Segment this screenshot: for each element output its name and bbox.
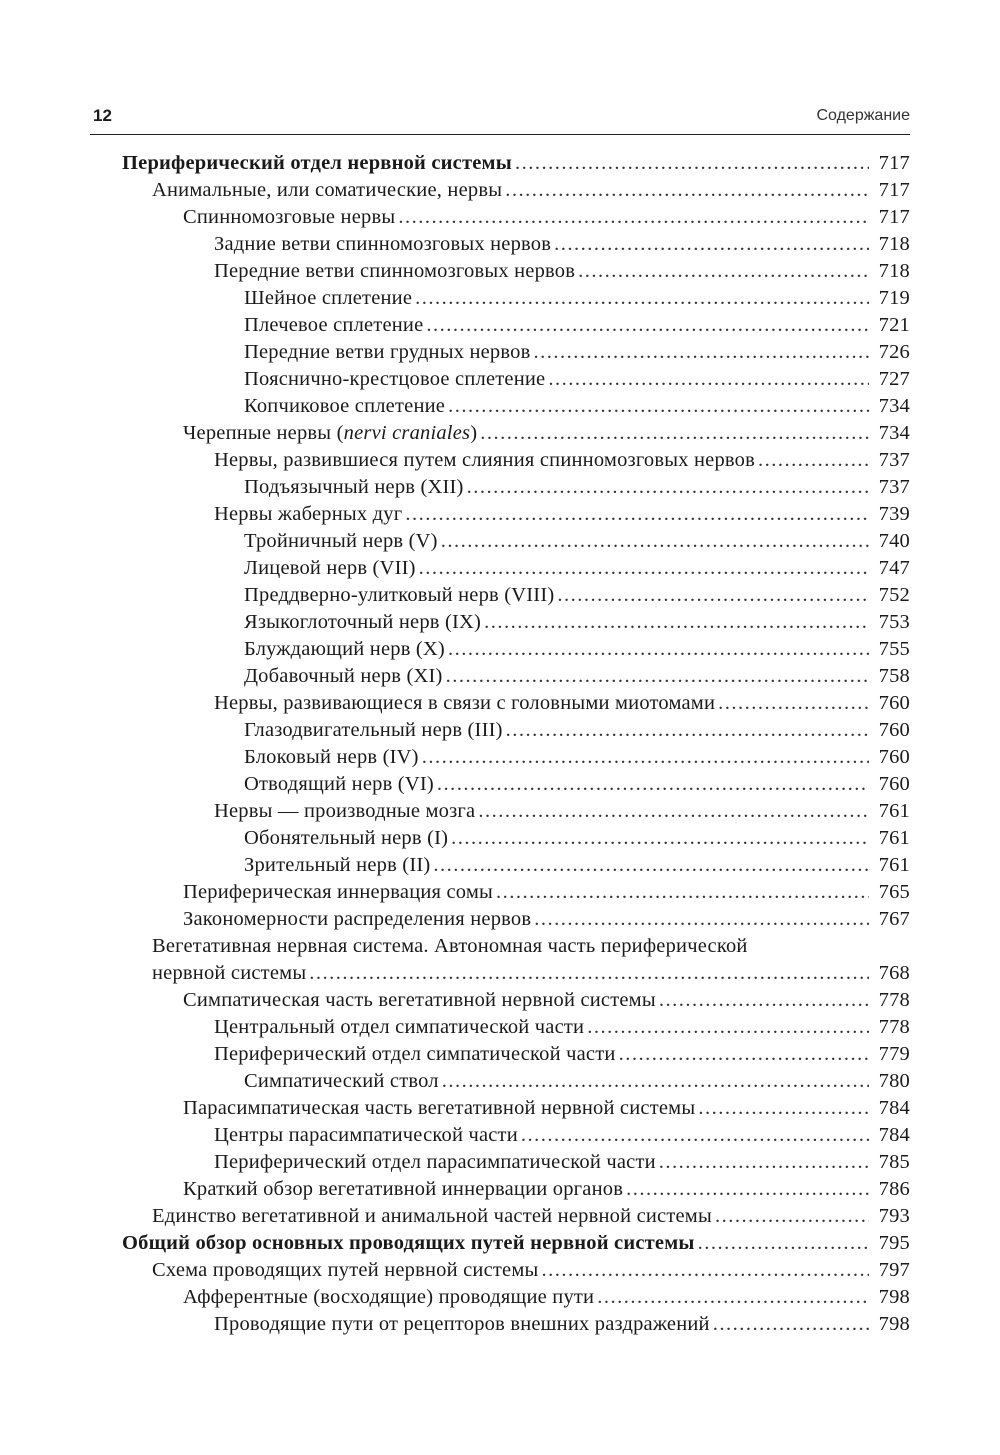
toc-leader-dots — [419, 555, 869, 582]
toc-leader-dots — [446, 663, 869, 690]
toc-entry-title — [183, 420, 477, 447]
toc-entry — [0, 285, 910, 312]
toc-entry-page: 785 — [878, 1151, 910, 1173]
toc-leader-dots — [451, 825, 869, 852]
toc-leader-dots — [534, 906, 869, 933]
toc-entry — [0, 825, 910, 852]
toc-entry — [0, 312, 910, 339]
toc-entry — [0, 339, 910, 366]
toc-entry-title — [244, 663, 443, 690]
toc-leader-dots — [698, 1230, 869, 1257]
toc-entry — [0, 501, 910, 528]
toc-entry-title — [244, 312, 423, 339]
toc-entry — [0, 879, 910, 906]
toc-entry — [0, 609, 910, 636]
toc-entry — [0, 987, 910, 1014]
toc-entry-title-text: Черепные нервы ( — [183, 422, 344, 444]
toc-entry — [0, 528, 910, 555]
toc-entry-page: 797 — [878, 1259, 910, 1281]
toc-entry-title-text: Нервы, развившиеся путем слияния спинномозговых нервов — [214, 449, 755, 471]
toc-entry — [0, 663, 910, 690]
toc-entry-title-text: Добавочный нерв (XI) — [244, 665, 443, 687]
toc-leader-dots — [442, 1068, 869, 1095]
toc-entry-title-text: Периферический отдел парасимпатической части — [214, 1151, 656, 1173]
toc-entry-title — [214, 798, 475, 825]
toc-entry-title — [244, 555, 416, 582]
toc-entry-title-text: Симпатический ствол — [244, 1070, 439, 1092]
toc-entry-title — [183, 1284, 594, 1311]
toc-entry-title-text: Обонятельный нерв (I) — [244, 827, 449, 849]
toc-entry-title — [214, 690, 715, 717]
toc-entry — [0, 1122, 910, 1149]
toc-entry-title — [244, 393, 445, 420]
toc-entry-page: 798 — [878, 1286, 910, 1308]
toc-entry — [0, 177, 910, 204]
toc-entry-page: 717 — [878, 179, 910, 201]
toc-entry-title-text: Периферический отдел нервной системы — [122, 152, 512, 174]
toc-entry-page: 718 — [878, 233, 910, 255]
toc-entry-page: 784 — [878, 1097, 910, 1119]
toc-entry-title — [122, 1230, 695, 1257]
toc-entry — [0, 906, 910, 933]
toc-entry — [0, 1041, 910, 1068]
toc-leader-dots — [496, 879, 869, 906]
toc-entry-title-text: Нервы, развивающиеся в связи с головными миотомами — [214, 692, 716, 714]
toc-entry — [0, 1176, 910, 1203]
toc-entry-title-text: Задние ветви спинномозговых нервов — [214, 233, 552, 255]
toc-entry-title — [214, 501, 402, 528]
toc-entry-title-latin: nervi craniales — [343, 422, 471, 444]
toc-entry-page: 719 — [878, 287, 910, 309]
toc-entry-title-text: Шейное сплетение — [244, 287, 413, 309]
toc-entry — [0, 420, 910, 447]
toc-entry-title-text: Периферический отдел симпатической части — [214, 1043, 616, 1065]
toc-entry-page: 760 — [878, 773, 910, 795]
toc-entry — [0, 852, 910, 879]
toc-entry-page: 778 — [878, 1016, 910, 1038]
toc-entry — [0, 366, 910, 393]
toc-entry-title — [183, 879, 493, 906]
toc-entry-title-text: Копчиковое сплетение — [244, 395, 446, 417]
toc-entry-page: 761 — [878, 854, 910, 876]
toc-entry-title — [244, 636, 445, 663]
toc-leader-dots — [758, 447, 869, 474]
toc-entry-page: 793 — [878, 1205, 910, 1227]
toc-entry-title — [244, 474, 464, 501]
page-number: 12 — [93, 106, 112, 125]
toc-entry-page: 717 — [878, 152, 910, 174]
toc-entry-page: 767 — [878, 908, 910, 930]
toc-leader-dots — [548, 366, 869, 393]
toc-leader-dots — [478, 798, 869, 825]
toc-leader-dots — [619, 1041, 869, 1068]
toc-entry-page: 737 — [878, 449, 910, 471]
toc-entry-page: 765 — [878, 881, 910, 903]
toc-entry — [0, 1311, 910, 1338]
toc-entry-page: 779 — [878, 1043, 910, 1065]
toc-entry-title-text: Центры парасимпатической части — [214, 1124, 518, 1146]
toc-entry-title-suffix: ) — [470, 422, 478, 444]
toc-entry-title — [244, 339, 530, 366]
toc-leader-dots — [433, 852, 869, 879]
toc-entry-title — [244, 852, 430, 879]
toc-entry-title — [152, 1257, 539, 1284]
toc-leader-dots — [554, 231, 869, 258]
toc-entry — [0, 933, 910, 987]
toc-leader-dots — [715, 1203, 869, 1230]
toc-entry-title — [214, 1014, 584, 1041]
toc-entry-page: 786 — [878, 1178, 910, 1200]
toc-entry-title — [244, 744, 419, 771]
toc-entry — [0, 690, 910, 717]
toc-entry-title-text: Передние ветви спинномозговых нервов — [214, 260, 576, 282]
toc-leader-dots — [484, 609, 869, 636]
toc-entry — [0, 1068, 910, 1095]
toc-entry-title-text: Проводящие пути от рецепторов внешних раздражений — [214, 1313, 710, 1335]
toc-entry-title-text: Закономерности распределения нервов — [183, 908, 532, 930]
toc-leader-dots — [437, 771, 869, 798]
toc-entry-title — [122, 150, 512, 177]
toc-entry-page: 747 — [878, 557, 910, 579]
toc-entry-title-text: Тройничный нерв (V) — [244, 530, 438, 552]
toc-entry — [0, 231, 910, 258]
toc-entry-title — [183, 906, 531, 933]
toc-entry — [0, 717, 910, 744]
toc-leader-dots — [422, 744, 869, 771]
toc-leader-dots — [713, 1311, 869, 1338]
toc-entry — [0, 447, 910, 474]
toc-entry — [0, 204, 910, 231]
toc-entry-title — [214, 231, 551, 258]
toc-entry — [0, 771, 910, 798]
toc-leader-dots — [309, 960, 869, 987]
toc-entry-page: 734 — [878, 395, 910, 417]
toc-entry-page: 784 — [878, 1124, 910, 1146]
toc-entry — [0, 1230, 910, 1257]
toc-entry-title-text: Пояснично-крестцовое сплетение — [244, 368, 546, 390]
toc-entry-page: 755 — [878, 638, 910, 660]
toc-leader-dots — [515, 150, 869, 177]
toc-leader-dots — [587, 1014, 869, 1041]
toc-entry-title-text: Общий обзор основных проводящих путей нервной системы — [122, 1232, 695, 1254]
toc-entry-page: 761 — [878, 827, 910, 849]
toc-entry-title — [214, 1149, 656, 1176]
toc-entry-page: 752 — [878, 584, 910, 606]
toc-leader-dots — [448, 393, 869, 420]
toc-entry — [0, 258, 910, 285]
toc-entry-title — [214, 258, 575, 285]
toc-entry — [0, 582, 910, 609]
toc-entry-page: 721 — [878, 314, 910, 336]
toc-leader-dots — [415, 285, 869, 312]
toc-entry-title — [244, 825, 448, 852]
toc-entry-title-text: Единство вегетативной и анимальной частей нервной системы — [152, 1205, 712, 1227]
toc-entry-title-text: Передние ветви грудных нервов — [244, 341, 531, 363]
toc-entry — [0, 744, 910, 771]
toc-entry-title — [244, 366, 545, 393]
toc-entry-page: 737 — [878, 476, 910, 498]
running-head: Содержание — [816, 107, 910, 124]
toc-entry-title — [244, 285, 412, 312]
toc-entry — [0, 636, 910, 663]
toc-entry-title — [152, 177, 502, 204]
toc-entry-title-text: Нервы жаберных дуг — [214, 503, 403, 525]
toc-entry-page: 760 — [878, 692, 910, 714]
toc-entry-title — [214, 447, 755, 474]
toc-entry-title — [244, 528, 438, 555]
toc-entry-page: 717 — [878, 206, 910, 228]
toc-entry-title-text: Блоковый нерв (IV) — [244, 746, 419, 768]
toc-entry-title-text: Преддверно-улитковый нерв (VIII) — [244, 584, 555, 606]
toc-entry-title-line: Вегетативная нервная система. Автономная часть периферической — [152, 935, 748, 957]
toc-entry-title-text: Периферическая иннервация сомы — [183, 881, 494, 903]
toc-entry-page: 734 — [878, 422, 910, 444]
toc-entry-title-text: Нервы — производные мозга — [214, 800, 476, 822]
toc-entry-title — [244, 1068, 439, 1095]
toc-entry — [0, 1095, 910, 1122]
toc-entry-title — [214, 1122, 518, 1149]
toc-entry — [0, 1203, 910, 1230]
toc-entry-page: 758 — [878, 665, 910, 687]
toc-entry-title — [183, 204, 395, 231]
toc-entry-title — [214, 1041, 616, 1068]
toc-entry — [0, 798, 910, 825]
page-header — [90, 104, 910, 135]
toc-entry-page: 718 — [878, 260, 910, 282]
toc-entry-title-text: Анимальные, или соматические, нервы — [152, 179, 503, 201]
toc-entry-title-text: Лицевой нерв (VII) — [244, 557, 416, 579]
toc-leader-dots — [448, 636, 869, 663]
toc-entry — [0, 1284, 910, 1311]
toc-entry-title-text: Афферентные (восходящие) проводящие пути — [183, 1286, 595, 1308]
toc-entry — [0, 1257, 910, 1284]
toc-entry-page: 753 — [878, 611, 910, 633]
toc-entry-page: 727 — [878, 368, 910, 390]
toc-entry-title-text: Симпатическая часть вегетативной нервной системы — [183, 989, 656, 1011]
toc-entry-title — [244, 609, 481, 636]
toc-entry — [0, 150, 910, 177]
toc-leader-dots — [542, 1257, 870, 1284]
toc-entry-title-text: Краткий обзор вегетативной иннервации органов — [183, 1178, 624, 1200]
toc-entry-title-text: Глазодвигательный нерв (III) — [244, 719, 503, 741]
toc-leader-dots — [533, 339, 869, 366]
toc-entry-title — [183, 1176, 623, 1203]
toc-entry-page: 778 — [878, 989, 910, 1011]
toc-leader-dots — [467, 474, 869, 501]
table-of-contents — [0, 150, 1000, 1338]
toc-entry-title — [244, 771, 434, 798]
toc-entry-title-text: Блуждающий нерв (X) — [244, 638, 445, 660]
toc-entry — [0, 474, 910, 501]
toc-leader-dots — [597, 1284, 869, 1311]
toc-entry-title — [214, 1311, 710, 1338]
toc-leader-dots — [659, 1149, 869, 1176]
toc-leader-dots — [426, 312, 869, 339]
toc-leader-dots — [505, 177, 869, 204]
toc-leader-dots — [626, 1176, 869, 1203]
toc-entry-page: 740 — [878, 530, 910, 552]
toc-entry-title-text: Спинномозговые нервы — [183, 206, 396, 228]
toc-entry-title-text: Плечевое сплетение — [244, 314, 424, 336]
toc-entry — [0, 1014, 910, 1041]
toc-entry-page: 760 — [878, 746, 910, 768]
toc-entry-page: 795 — [878, 1232, 910, 1254]
toc-entry-page: 780 — [878, 1070, 910, 1092]
toc-entry — [0, 393, 910, 420]
toc-entry-page: 761 — [878, 800, 910, 822]
toc-entry-title-text: Схема проводящих путей нервной системы — [152, 1259, 539, 1281]
toc-entry-title-text: Парасимпатическая часть вегетативной нервной системы — [183, 1097, 696, 1119]
toc-leader-dots — [441, 528, 869, 555]
toc-leader-dots — [405, 501, 869, 528]
toc-entry-title — [152, 960, 306, 987]
toc-entry-title — [244, 582, 554, 609]
toc-entry-title-text: нервной системы — [152, 962, 307, 984]
toc-entry-title-text: Отводящий нерв (VI) — [244, 773, 434, 795]
toc-entry-page: 739 — [878, 503, 910, 525]
toc-leader-dots — [506, 717, 869, 744]
toc-leader-dots — [659, 987, 869, 1014]
toc-entry-title-text: Языкоглоточный нерв (IX) — [244, 611, 482, 633]
toc-leader-dots — [698, 1095, 869, 1122]
toc-entry — [0, 555, 910, 582]
toc-leader-dots — [557, 582, 869, 609]
toc-entry-title — [152, 1203, 712, 1230]
toc-leader-dots — [718, 690, 869, 717]
toc-entry-page: 760 — [878, 719, 910, 741]
toc-entry-title-text: Центральный отдел симпатической части — [214, 1016, 585, 1038]
toc-entry-title — [183, 1095, 695, 1122]
toc-leader-dots — [578, 258, 869, 285]
toc-entry-title-text: Подъязычный нерв (XII) — [244, 476, 464, 498]
toc-entry — [0, 1149, 910, 1176]
toc-entry-title-text: Зрительный нерв (II) — [244, 854, 431, 876]
toc-leader-dots — [521, 1122, 869, 1149]
toc-entry-page: 798 — [878, 1313, 910, 1335]
toc-entry-page: 726 — [878, 341, 910, 363]
toc-entry-page: 768 — [878, 962, 910, 984]
toc-leader-dots — [398, 204, 869, 231]
toc-entry-title — [244, 717, 503, 744]
toc-entry-title — [183, 987, 656, 1014]
toc-leader-dots — [480, 420, 869, 447]
